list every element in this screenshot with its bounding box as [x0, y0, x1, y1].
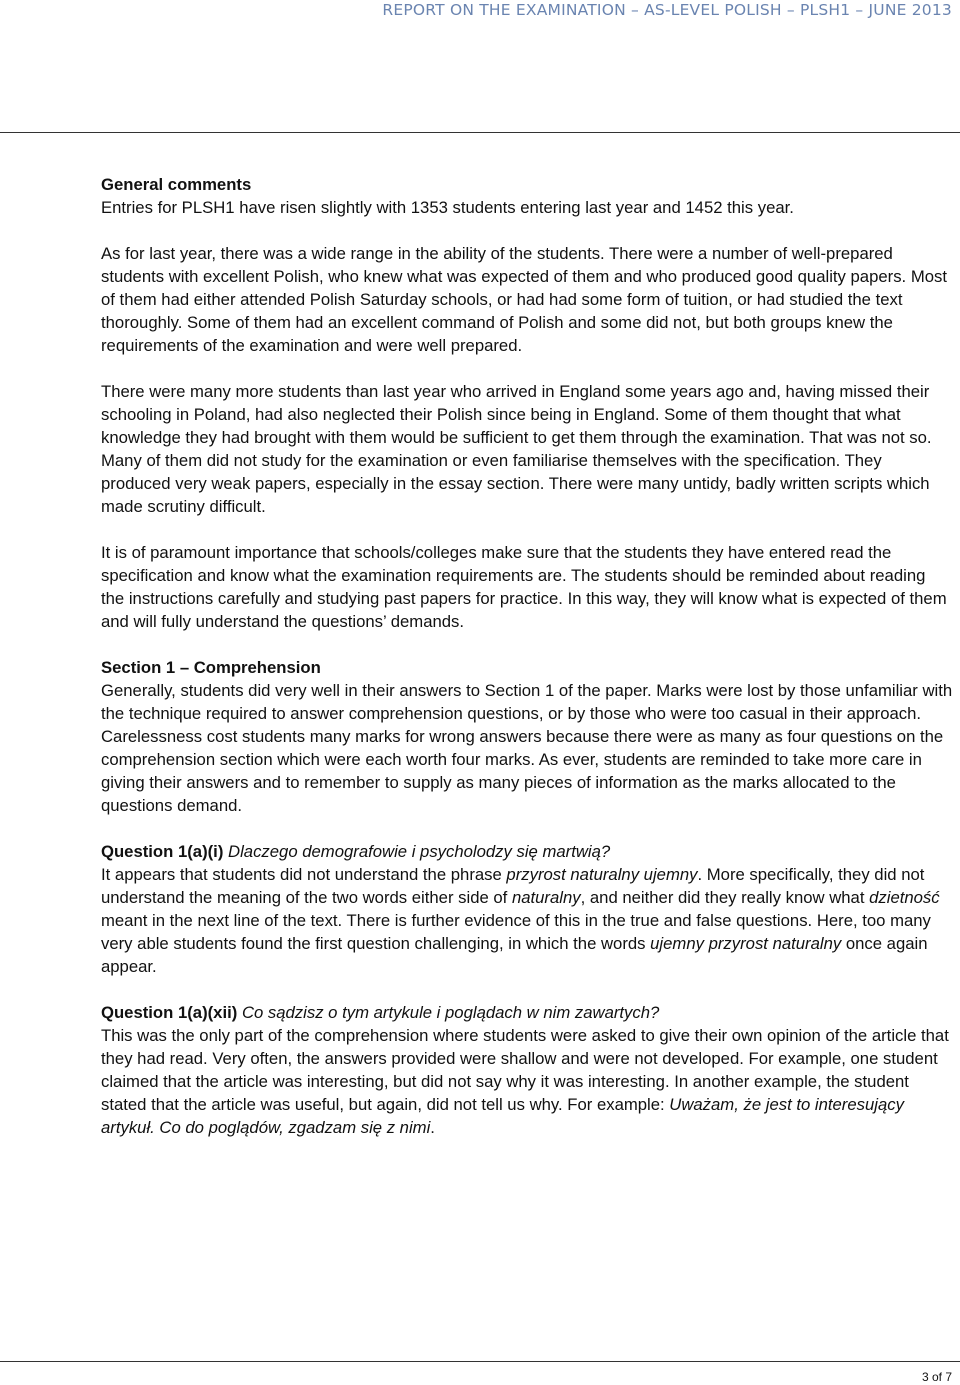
q1-text-4: meant in the next line of the text. There is further evidence of this in the true and false questions. Here, too many very able students found the first question challenging, in which the words: [101, 911, 931, 953]
ability-section: [101, 242, 953, 357]
report-header-title: REPORT ON THE EXAMINATION – AS-LEVEL POLISH – PLSH1 – JUNE 2013: [382, 1, 952, 19]
question-1axii-title: [101, 1001, 953, 1024]
question-1axii-paragraph: [101, 1024, 953, 1139]
importance-section: [101, 541, 953, 633]
q1-text-2: . More specifically, they did not understand the meaning of the two words either side of: [101, 865, 925, 907]
question-1ai-label: Question 1(a)(i): [101, 842, 224, 861]
question-1axii-label: Question 1(a)(xii): [101, 1003, 238, 1022]
question-1ai-paragraph: [101, 863, 953, 978]
importance-paragraph: It is of paramount importance that schools/colleges make sure that the students they have entered read the specification and know what the examination requirements are. The students should be reminded about reading the instructions carefully and studying past papers for practice. In this way, they will know what is expected of them and will fully understand the questions’ demands.: [101, 543, 947, 631]
question-1ai-text: Dlaczego demografowie i psycholodzy się martwią?: [228, 842, 611, 861]
question-1ai-section: [101, 840, 953, 978]
q1-italic-4: ujemny przyrost naturalny: [650, 934, 842, 953]
q1-text-5: once again appear.: [101, 934, 928, 976]
general-comments-section: [101, 173, 953, 219]
q2-text-2: .: [430, 1118, 435, 1137]
entries-paragraph: Entries for PLSH1 have risen slightly with 1353 students entering last year and 1452 this year.: [101, 198, 794, 217]
page-number: 3 of 7: [921, 1370, 952, 1384]
report-body: [101, 173, 953, 1162]
footer-divider: [0, 1361, 960, 1362]
q1-italic-1: przyrost naturalny ujemny: [506, 865, 698, 884]
q2-italic-1: Uważam, że jest to interesujący artykuł. Co do poglądów, zgadzam się z nimi: [101, 1095, 904, 1137]
q2-text-1: This was the only part of the comprehension where students were asked to give their own opinion of the article that they had read. Very often, the answers provided were shallow and were not developed. For example, one student claimed that the article was interesting, but did not say why it was interesting. In another example, the student stated that the article was useful, but again, did not tell us why. For example:: [101, 1026, 949, 1114]
weak-students-section: [101, 380, 953, 518]
header-divider: [0, 132, 960, 133]
question-1axii-section: [101, 1001, 953, 1139]
q1-italic-2: naturalny: [511, 888, 581, 907]
general-comments-heading: General comments: [101, 175, 252, 194]
question-1ai-title: [101, 840, 953, 863]
weak-students-paragraph: There were many more students than last year who arrived in England some years ago and, having missed their schooling in Poland, had also neglected their Polish since being in England. Some of them thought that what knowledge they had brought with them would be sufficient to get them through the examination. That was not so. Many of them did not study for the examination or even familiarise themselves with the specification. They produced very weak papers, especially in the essay section. There were many untidy, badly written scripts which made scrutiny difficult.: [101, 382, 932, 516]
q1-text-3: , and neither did they really know what: [580, 888, 870, 907]
section1-comprehension: [101, 656, 953, 817]
q1-text-1: It appears that students did not understand the phrase: [101, 865, 507, 884]
question-1axii-text: Co sądzisz o tym artykule i poglądach w nim zawartych?: [241, 1003, 660, 1022]
q1-italic-3: dzietność: [869, 888, 940, 907]
section1-heading: Section 1 – Comprehension: [101, 658, 321, 677]
ability-paragraph: As for last year, there was a wide range in the ability of the students. There were a number of well-prepared students with excellent Polish, who knew what was expected of them and who produced good quality papers. Most of them had either attended Polish Saturday schools, or had had some form of tuition, or had studied the text thoroughly. Some of them had an excellent command of Polish and some did not, but both groups knew the requirements of the examination and were well prepared.: [101, 244, 947, 355]
section1-paragraph: Generally, students did very well in their answers to Section 1 of the paper. Marks were lost by those unfamiliar with the technique required to answer comprehension questions, or by those who were too casual in their approach. Carelessness cost students many marks for wrong answers because there were as many as four questions on the comprehension section which were each worth four marks. As ever, students are reminded to take more care in giving their answers and to remember to supply as many pieces of information as the marks allocated to the questions demand.: [101, 681, 953, 815]
